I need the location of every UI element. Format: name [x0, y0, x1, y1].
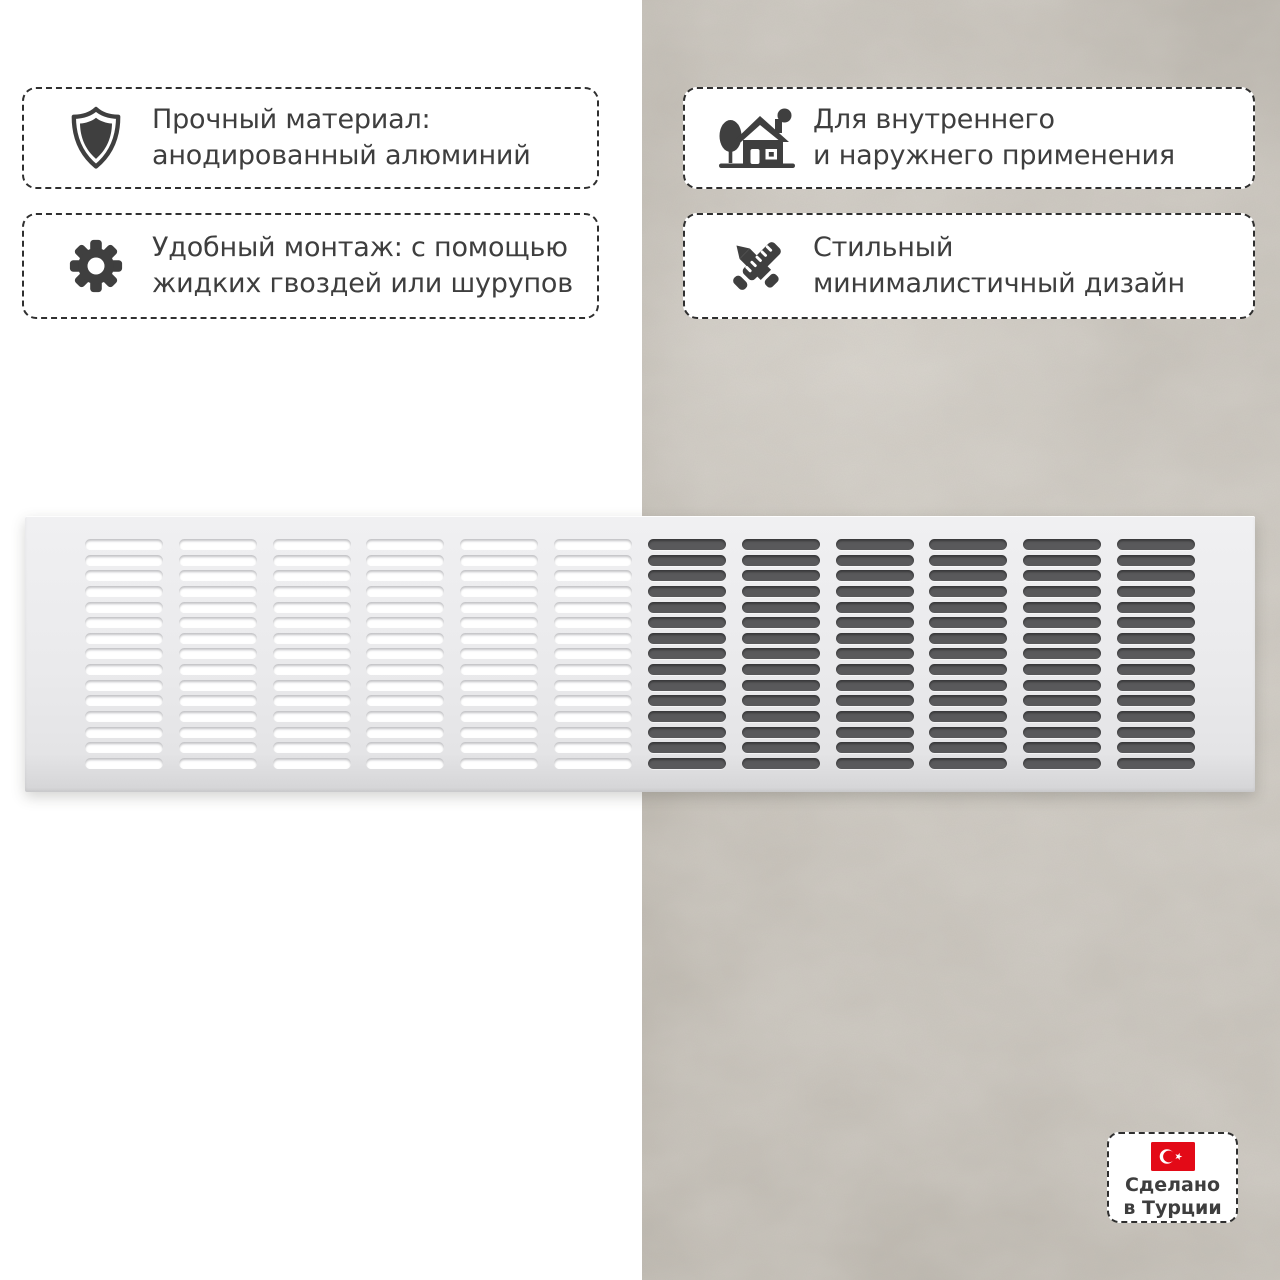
vent-slot: [742, 648, 820, 659]
vent-slot: [929, 742, 1007, 753]
feature-line: анодированный алюминий: [152, 140, 531, 171]
vent-slot: [836, 539, 914, 550]
vent-slot: [836, 586, 914, 597]
vent-slot: [742, 680, 820, 691]
vent-slot: [1117, 664, 1195, 675]
vent-slot: [929, 586, 1007, 597]
vent-slot: [836, 648, 914, 659]
vent-slot: [179, 695, 257, 706]
made-in-line: Сделано: [1124, 1174, 1221, 1196]
slot-column: [554, 539, 632, 769]
vent-slot: [273, 539, 351, 550]
vent-slot: [554, 586, 632, 597]
vent-slot: [742, 555, 820, 566]
vent-slot: [85, 633, 163, 644]
vent-slot: [742, 633, 820, 644]
vent-slot: [554, 633, 632, 644]
vent-slot: [85, 758, 163, 769]
vent-slot: [1023, 633, 1101, 644]
vent-slot: [460, 648, 538, 659]
vent-slot: [648, 695, 726, 706]
vent-slot: [460, 695, 538, 706]
vent-slot: [836, 758, 914, 769]
slot-column: [460, 539, 538, 769]
vent-slot: [929, 539, 1007, 550]
slot-column: [742, 539, 820, 769]
vent-slot: [554, 695, 632, 706]
slot-column: [1023, 539, 1101, 769]
pencil-ruler-icon: [715, 236, 799, 296]
vent-slot: [929, 633, 1007, 644]
vent-slot: [742, 539, 820, 550]
vent-slot: [179, 555, 257, 566]
vent-slot: [929, 617, 1007, 628]
vent-slot: [742, 617, 820, 628]
vent-slot: [273, 602, 351, 613]
vent-slot: [929, 602, 1007, 613]
vent-slot: [929, 758, 1007, 769]
vent-slot: [460, 555, 538, 566]
vent-slot: [179, 570, 257, 581]
slot-column: [836, 539, 914, 769]
vent-slot: [366, 602, 444, 613]
vent-slot: [273, 664, 351, 675]
vent-slot: [836, 602, 914, 613]
vent-slot: [648, 711, 726, 722]
vent-slot: [554, 758, 632, 769]
slot-column: [85, 539, 163, 769]
vent-slot: [648, 586, 726, 597]
vent-slot: [85, 711, 163, 722]
vent-slot: [1023, 695, 1101, 706]
vent-slot: [554, 570, 632, 581]
vent-slot: [85, 570, 163, 581]
slot-column: [366, 539, 444, 769]
vent-slot: [179, 742, 257, 753]
vent-slot: [1117, 742, 1195, 753]
vent-slot: [1023, 570, 1101, 581]
feature-line: жидких гвоздей или шурупов: [152, 268, 573, 299]
vent-slot: [273, 695, 351, 706]
vent-slot: [85, 680, 163, 691]
vent-slot: [85, 586, 163, 597]
shield-icon: [54, 106, 138, 170]
vent-slot: [460, 539, 538, 550]
vent-slot: [85, 602, 163, 613]
vent-slot: [273, 680, 351, 691]
vent-slot: [460, 570, 538, 581]
vent-slot: [273, 648, 351, 659]
vent-slot: [366, 648, 444, 659]
vent-slot: [85, 617, 163, 628]
vent-slot: [1023, 539, 1101, 550]
vent-slot: [648, 664, 726, 675]
vent-slot: [554, 680, 632, 691]
vent-slot: [179, 617, 257, 628]
vent-slot: [1023, 664, 1101, 675]
vent-slot: [460, 633, 538, 644]
vent-slot: [273, 586, 351, 597]
vent-slot: [742, 758, 820, 769]
vent-slot: [85, 742, 163, 753]
vent-slot: [366, 695, 444, 706]
vent-slot: [460, 711, 538, 722]
vent-slot: [1023, 555, 1101, 566]
vent-slot: [929, 664, 1007, 675]
vent-slot: [366, 711, 444, 722]
vent-slot: [554, 727, 632, 738]
vent-slot: [836, 711, 914, 722]
feature-line: минималистичный дизайн: [813, 268, 1185, 299]
ventilation-grille-photo: [25, 516, 1255, 792]
vent-slot: [366, 555, 444, 566]
vent-slot: [1117, 711, 1195, 722]
vent-slot: [742, 602, 820, 613]
vent-slot: [179, 727, 257, 738]
vent-slot: [836, 555, 914, 566]
feature-line: Стильный: [813, 232, 954, 263]
vent-slot: [1117, 602, 1195, 613]
vent-slot: [648, 648, 726, 659]
vent-slot: [742, 727, 820, 738]
feature-line: и наружнего применения: [813, 140, 1175, 171]
vent-slot: [1117, 617, 1195, 628]
vent-slot: [366, 539, 444, 550]
vent-slot: [742, 711, 820, 722]
vent-slot: [179, 539, 257, 550]
vent-slot: [929, 570, 1007, 581]
vent-slot: [554, 648, 632, 659]
vent-slot: [179, 664, 257, 675]
vent-slot: [929, 711, 1007, 722]
vent-slot: [1023, 617, 1101, 628]
vent-slot: [554, 711, 632, 722]
vent-slot: [742, 586, 820, 597]
turkey-flag-icon: [1151, 1142, 1195, 1171]
vent-slot: [179, 758, 257, 769]
vent-slot: [366, 633, 444, 644]
slot-column: [929, 539, 1007, 769]
vent-slot: [554, 602, 632, 613]
vent-slot: [85, 695, 163, 706]
feature-box-usage: [683, 87, 1255, 189]
feature-line: Для внутреннего: [813, 104, 1055, 135]
vent-slot: [929, 680, 1007, 691]
vent-slot: [85, 664, 163, 675]
vent-slot: [554, 555, 632, 566]
vent-slot: [1117, 695, 1195, 706]
vent-slot: [460, 602, 538, 613]
vent-slot: [1023, 758, 1101, 769]
gear-icon: [54, 237, 138, 295]
vent-slot: [179, 680, 257, 691]
vent-slot: [1117, 570, 1195, 581]
vent-slot: [1023, 680, 1101, 691]
vent-slot: [179, 711, 257, 722]
vent-slot: [1117, 727, 1195, 738]
vent-slot: [836, 742, 914, 753]
feature-line: Удобный монтаж: с помощью: [152, 232, 568, 263]
vent-slot: [929, 727, 1007, 738]
vent-slot: [460, 586, 538, 597]
vent-slot: [554, 664, 632, 675]
vent-slot: [85, 727, 163, 738]
vent-slot: [460, 664, 538, 675]
vent-slot: [273, 570, 351, 581]
vent-slot: [554, 539, 632, 550]
vent-slot: [1023, 602, 1101, 613]
vent-slot: [366, 680, 444, 691]
vent-slot: [460, 617, 538, 628]
vent-slot: [460, 727, 538, 738]
made-in-turkey-badge: [1107, 1132, 1238, 1223]
slot-column: [273, 539, 351, 769]
vent-slot: [742, 742, 820, 753]
vent-slot: [1117, 555, 1195, 566]
vent-slot: [648, 680, 726, 691]
vent-slot: [273, 711, 351, 722]
slot-column: [179, 539, 257, 769]
vent-slot: [179, 602, 257, 613]
vent-slot: [366, 758, 444, 769]
vent-slot: [85, 539, 163, 550]
vent-slot: [179, 633, 257, 644]
vent-slot: [648, 539, 726, 550]
vent-slot: [366, 727, 444, 738]
vent-slot: [273, 758, 351, 769]
vent-slot: [648, 602, 726, 613]
feature-box-design: [683, 213, 1255, 319]
slot-column: [1117, 539, 1195, 769]
vent-slot: [836, 570, 914, 581]
vent-slot: [648, 758, 726, 769]
vent-slot: [554, 742, 632, 753]
vent-slot: [273, 633, 351, 644]
vent-slot: [460, 680, 538, 691]
vent-slot: [1117, 633, 1195, 644]
vent-slot: [742, 695, 820, 706]
vent-slot: [366, 570, 444, 581]
vent-slot: [1023, 742, 1101, 753]
vent-slot: [929, 555, 1007, 566]
vent-slot: [366, 617, 444, 628]
vent-slot: [836, 664, 914, 675]
vent-slot: [648, 633, 726, 644]
vent-slot: [1023, 711, 1101, 722]
vent-slot: [273, 555, 351, 566]
vent-slot: [85, 648, 163, 659]
vent-slot: [273, 742, 351, 753]
vent-slot: [929, 695, 1007, 706]
vent-slot: [1117, 758, 1195, 769]
made-in-line: в Турции: [1123, 1197, 1222, 1219]
vent-slot: [366, 742, 444, 753]
vent-slot: [742, 570, 820, 581]
feature-line: Прочный материал:: [152, 104, 431, 135]
vent-slot: [836, 727, 914, 738]
vent-slot: [648, 555, 726, 566]
vent-slot: [1023, 648, 1101, 659]
vent-slot: [366, 664, 444, 675]
feature-box-material: [22, 87, 599, 189]
house-outdoor-icon: [715, 106, 799, 170]
vent-slot: [836, 695, 914, 706]
vent-slot: [554, 617, 632, 628]
vent-slot: [366, 586, 444, 597]
vent-slot: [179, 586, 257, 597]
feature-box-mounting: [22, 213, 599, 319]
slot-column: [648, 539, 726, 769]
vent-slot: [836, 633, 914, 644]
vent-slot: [1117, 680, 1195, 691]
vent-slot: [742, 664, 820, 675]
vent-slot: [460, 758, 538, 769]
vent-slot: [273, 727, 351, 738]
vent-slot: [1023, 586, 1101, 597]
vent-slot: [648, 617, 726, 628]
vent-slot: [1117, 539, 1195, 550]
vent-slot: [929, 648, 1007, 659]
vent-slot: [648, 742, 726, 753]
vent-slot: [273, 617, 351, 628]
vent-slot: [1117, 648, 1195, 659]
vent-slot: [648, 727, 726, 738]
vent-slot: [1023, 727, 1101, 738]
vent-slot: [179, 648, 257, 659]
vent-slot: [836, 617, 914, 628]
vent-slot: [460, 742, 538, 753]
vent-slot: [1117, 586, 1195, 597]
vent-slot: [648, 570, 726, 581]
vent-slot: [85, 555, 163, 566]
vent-slot: [836, 680, 914, 691]
